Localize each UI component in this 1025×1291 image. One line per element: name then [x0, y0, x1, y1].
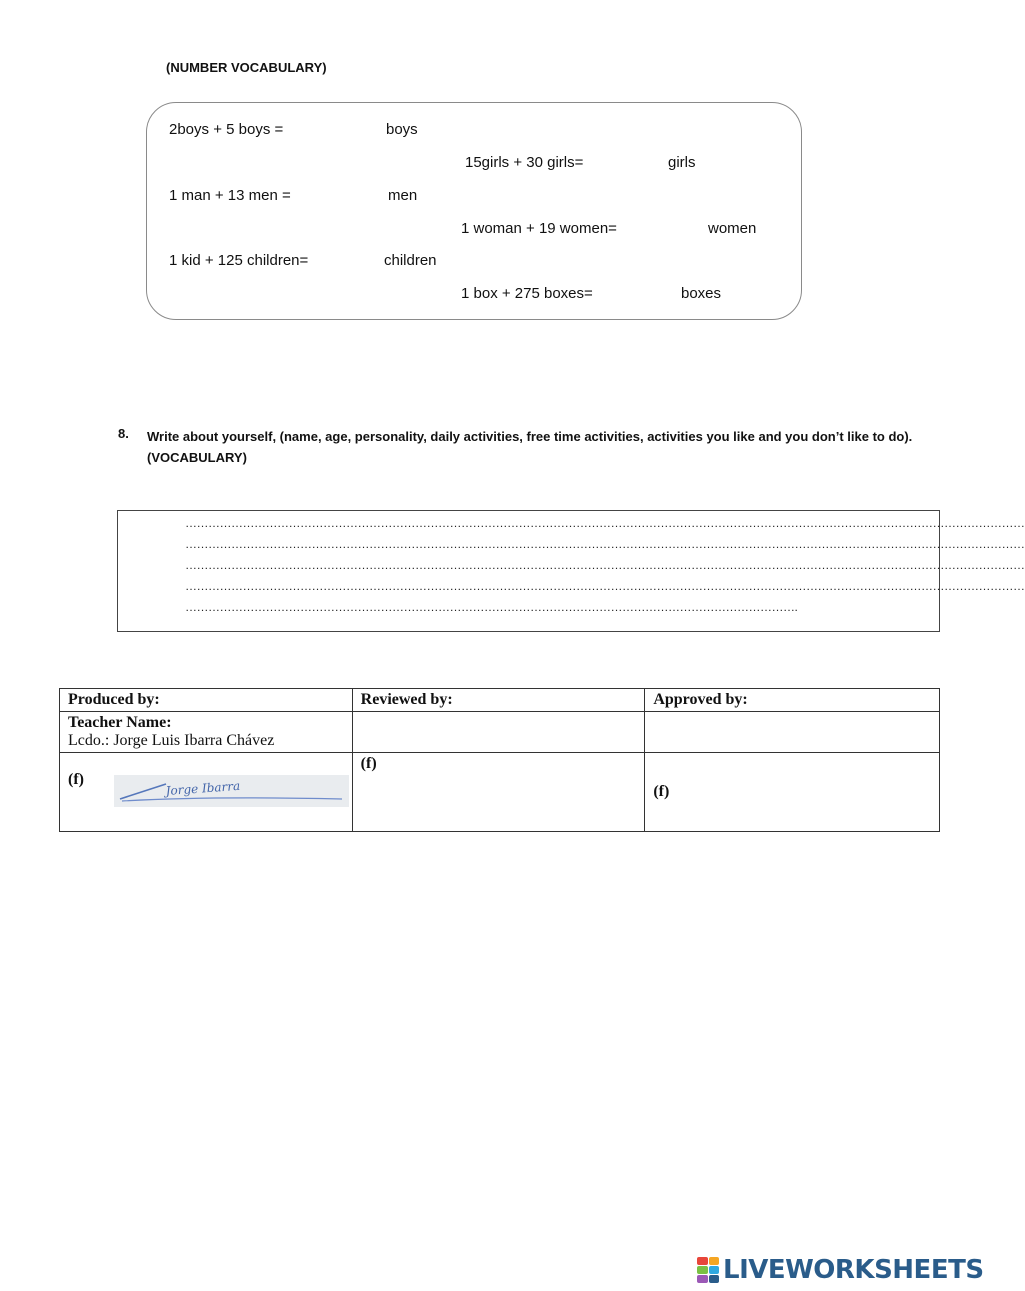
equation-answer-word: men	[388, 187, 418, 204]
reviewed-by-header: Reviewed by:	[352, 689, 645, 712]
equation-answer-word: women	[708, 220, 757, 237]
reviewer-name-cell	[352, 712, 645, 753]
produced-by-header: Produced by:	[60, 689, 353, 712]
approved-by-header: Approved by:	[645, 689, 940, 712]
liveworksheets-logo[interactable]	[697, 1255, 984, 1285]
equation-expr: 1 woman + 19 women=	[461, 220, 617, 237]
equation-answer-word: girls	[668, 154, 696, 171]
signature-table	[59, 688, 940, 832]
sign-label: (f)	[360, 755, 377, 772]
teacher-row	[60, 712, 940, 753]
question-text	[147, 426, 937, 468]
answer-line[interactable]: …………………………………………………………………………………………………………………………………………………………………………………………………	[185, 579, 1025, 593]
sign-label: (f)	[68, 771, 84, 788]
equation-expr: 15girls + 30 girls=	[465, 154, 584, 171]
liveworksheets-logo-icon	[697, 1257, 719, 1283]
answer-line[interactable]: …………………………………………………………………………………………………………………………………………………………………………………………………	[185, 537, 1025, 551]
teacher-label: Teacher Name:	[68, 714, 172, 731]
signature-text: Jorge Ibarra	[165, 778, 241, 798]
question-subtitle: (VOCABULARY)	[147, 450, 247, 465]
equation-expr: 1 box + 275 boxes=	[461, 285, 593, 302]
equation-expr: 2boys + 5 boys =	[169, 121, 284, 138]
answer-line[interactable]: …………………………………………………………………………………………………………………………………………………………………………………………………	[185, 558, 1025, 572]
equation-answer-word: children	[384, 252, 437, 269]
approver-name-cell	[645, 712, 940, 753]
reviewed-signature-cell	[352, 753, 645, 832]
equation-expr: 1 kid + 125 children=	[169, 252, 309, 269]
question-number: 8.	[118, 426, 129, 441]
answer-line[interactable]: …………………………………………………………………………………………………………………………………………………………………………………………………	[185, 516, 1025, 530]
teacher-name: Lcdo.: Jorge Luis Ibarra Chávez	[68, 732, 275, 749]
question-prompt: Write about yourself, (name, age, personality, daily activities, free time activities, activities you like and you don’t like to do).	[147, 429, 913, 444]
signature-image	[114, 775, 349, 807]
answer-line[interactable]: …………………………………………………………………………………………………………………………………………….	[185, 600, 798, 614]
table-header-row	[60, 689, 940, 712]
section-title: (NUMBER VOCABULARY)	[166, 60, 327, 75]
equation-answer-word: boxes	[681, 285, 722, 302]
approved-signature-cell	[645, 753, 940, 832]
liveworksheets-brand: LIVEWORKSHEETS	[723, 1255, 984, 1285]
signature-row	[60, 753, 940, 832]
equation-expr: 1 man + 13 men =	[169, 187, 291, 204]
teacher-cell	[60, 712, 353, 753]
produced-signature-cell	[60, 753, 353, 832]
equation-answer-word: boys	[386, 121, 418, 138]
sign-label: (f)	[653, 783, 670, 800]
